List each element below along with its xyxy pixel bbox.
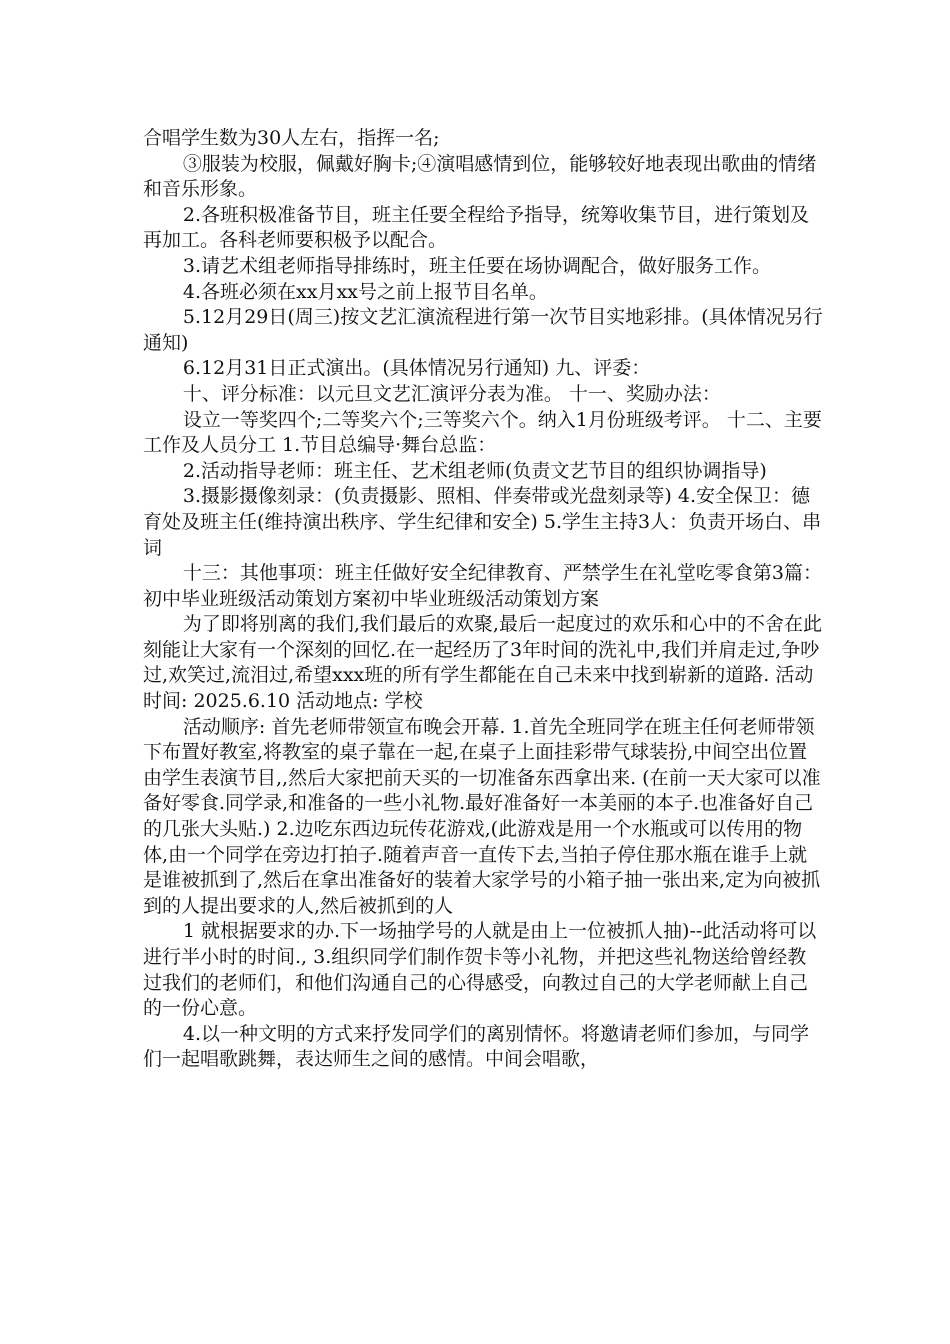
paragraph-9: 设立一等奖四个;二等奖六个;三等奖六个。纳入1月份班级考评。 十二、主要工作及人员分工 1.节目总编导·舞台总监： (143, 408, 822, 457)
paragraph-4: 3.请艺术组老师指导排练时，班主任要在场协调配合，做好服务工作。 (182, 254, 772, 277)
paragraph-8: 十、评分标准：以元旦文艺汇演评分表为准。 十一、奖励办法： (182, 382, 721, 405)
paragraph-7: 6.12月31日正式演出。(具体情况另行通知) 九、评委： (182, 357, 651, 380)
paragraph-3: 2.各班积极准备节目，班主任要全程给予指导，统筹收集节目，进行策划及再加工。各科老师要积极予以配合。 (143, 203, 810, 252)
paragraph-15: 1 就根据要求的办.下一场抽学号的人就是由上一位被抓人抽)--此活动将可以进行半小时的时间., 3.组织同学们制作贺卡等小礼物，并把这些礼物送给曾经教过我们的老师们，和他们沟通自己的心得感受，向教过自己的大学老师献上自己的一份心意。 (143, 920, 817, 1020)
paragraph-12: 十三：其他事项：班主任做好安全纪律教育、严禁学生在礼堂吃零食第3篇：初中毕业班级活动策划方案初中毕业班级活动策划方案 (143, 562, 822, 610)
paragraph-14: 活动顺序: 首先老师带领宣布晚会开幕. 1.首先全班同学在班主任何老师带领下布置好教室,将教室的桌子靠在一起,在桌子上面挂彩带气球装扮,中间空出位置由学生表演节目,,然后大家把前天买的一切准备东西拿出来. (在前一天大家可以准备好零食.同学录,和准备的一些小礼物.最好准备好一本美丽的本子.也准备好自己的几张大头贴.) 2.边吃东西边玩传花游戏,(此游戏是用一个水瓶或可以传用的物体,由一个同学在旁边打拍子.随着声音一直传下去,当拍子停住那水瓶在谁手上就是谁被抓到了,然后在拿出准备好的装着大家学号的小箱子抽一张出来,定为向被抓到的人提出要求的人,然后被抓到的人 (143, 715, 821, 917)
paragraph-16: 4.以一种文明的方式来抒发同学们的离别情怀。将邀请老师们参加，与同学们一起唱歌跳舞，表达师生之间的感情。中间会唱歌， (143, 1022, 810, 1071)
paragraph-13: 为了即将别离的我们,我们最后的欢聚,最后一起度过的欢乐和心中的不舍在此刻能让大家有一个深刻的回忆.在一起经历了3年时间的洗礼中,我们并肩走过,争吵过,欢笑过,流泪过,希望xxx班的所有学生都能在自己未来中找到崭新的道路. 活动时间: 2025.6.10 活动地点: 学校 (143, 613, 822, 713)
paragraph-1: 合唱学生数为30人左右，指挥一名; (143, 127, 440, 149)
paragraph-5: 4.各班必须在xx月xx号之前上报节目名单。 (182, 280, 548, 303)
paragraph-10: 2.活动指导老师：班主任、艺术组老师(负责文艺节目的组织协调指导) (182, 459, 767, 482)
paragraph-11: 3.摄影摄像刻录：(负责摄影、照相、伴奏带或光盘刻录等) 4.安全保卫：德育处及班主任(维持演出秩序、学生纪律和安全) 5.学生主持3人：负责开场白、串词 (143, 485, 822, 559)
paragraph-6: 5.12月29日(周三)按文艺汇演流程进行第一次节目实地彩排。(具体情况另行通知) (143, 306, 823, 354)
document-body (143, 126, 825, 1073)
paragraph-2: ③服装为校服，佩戴好胸卡;④演唱感情到位，能够较好地表现出歌曲的情绪和音乐形象。 (143, 152, 817, 201)
